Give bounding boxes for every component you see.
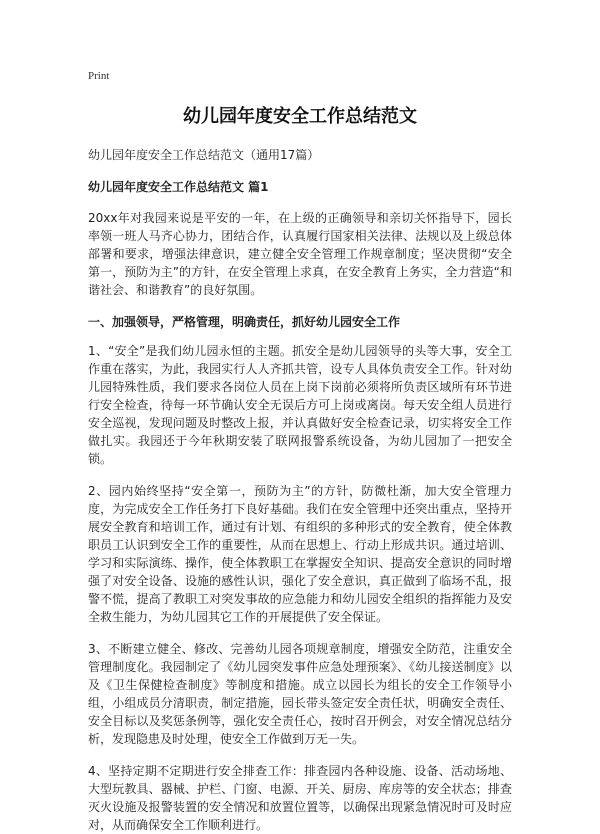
page-title: 幼儿园年度安全工作总结范文 — [183, 106, 417, 127]
intro-paragraph: 20xx年对我园来说是平安的一年，在上级的正确领导和亲切关怀指导下，园长率领一班人马齐心协力，团结合作，认真履行国家相关法律、法规以及上级总体部署和要求，增强法律意识，建立健全安全管理工作规章制度；坚决贯彻“安全第一，预防为主”的方针，在安全管理上求真，在安全教育上务实，全力营造“和谐社会、和谐教育”的良好氛围。 — [88, 211, 512, 297]
paragraph-4: 4、坚持定期不定期进行安全排查工作：排查园内各种设施、设备、活动场地、大型玩教具、器械、护栏、门窗、电源、开关、厨房、库房等的安全状态；排查灭火设施及报警装置的安全情况和放置位置等，以确保出现紧急情况时可及时应对，从而确保安全工作顺利进行。 — [88, 764, 512, 832]
section-title: 幼儿园年度安全工作总结范文 篇1 — [88, 180, 269, 194]
print-link[interactable]: Print — [88, 70, 110, 82]
document-subtitle: 幼儿园年度安全工作总结范文（通用17篇） — [88, 148, 320, 162]
paragraph-1: 1、“安全”是我们幼儿园永恒的主题。抓安全是幼儿园领导的头等大事，安全工作重在落实，为此，我园实行人人齐抓共管，设专人具体负责安全工作。针对幼儿园特殊性质，我们要求各岗位人员在上岗下岗前必须将所负责区域所有环节进行安全检查，待每一环节确认安全无误后方可上岗或离岗。每天安全组人员进行安全巡视，发现问题及时整改上报，并认真做好安全检查记录，切实将安全工作做扎实。我园还于今年秋期安装了联网报警系统设备，为幼儿园加了一把安全锁。 — [88, 344, 512, 466]
paragraph-2: 2、园内始终坚持“安全第一，预防为主”的方针，防微杜渐，加大安全管理力度，为完成安全工作任务打下良好基础。我们在安全管理中还突出重点，坚持开展安全教育和培训工作，通过有计划、有组织的多种形式的安全教育，使全体教职员工认识到安全工作的重要性，从而在思想上、行动上形成共识。通过培训、学习和实际演练、操作，使全体教职工在掌握安全知识、提高安全意识的同时增强了对安全设备、设施的感性认识，强化了安全意识，真正做到了临场不乱，报警不慌，提高了教职工对突发事故的应急能力和幼儿园安全组织的指挥能力及安全救生能力，为幼儿园其它工作的开展提供了安全保证。 — [88, 484, 512, 624]
section-heading-1: 一、加强领导，严格管理，明确责任，抓好幼儿园安全工作 — [88, 315, 401, 329]
paragraph-3: 3、不断建立健全、修改、完善幼儿园各项规章制度，增强安全防范，注重安全管理制度化。我园制定了《幼儿园突发事件应急处理预案》、《幼儿接送制度》以及《卫生保健检查制度》等制度和措施。成立以园长为组长的安全工作领导小组，小组成员分清职责，制定措施，园长带头签定安全责任状，明确安全责任、安全目标以及奖惩条例等，强化安全责任心，按时召开例会，对安全情况总结分析，发现隐患及时处理，使安全工作做到万无一失。 — [88, 642, 512, 746]
